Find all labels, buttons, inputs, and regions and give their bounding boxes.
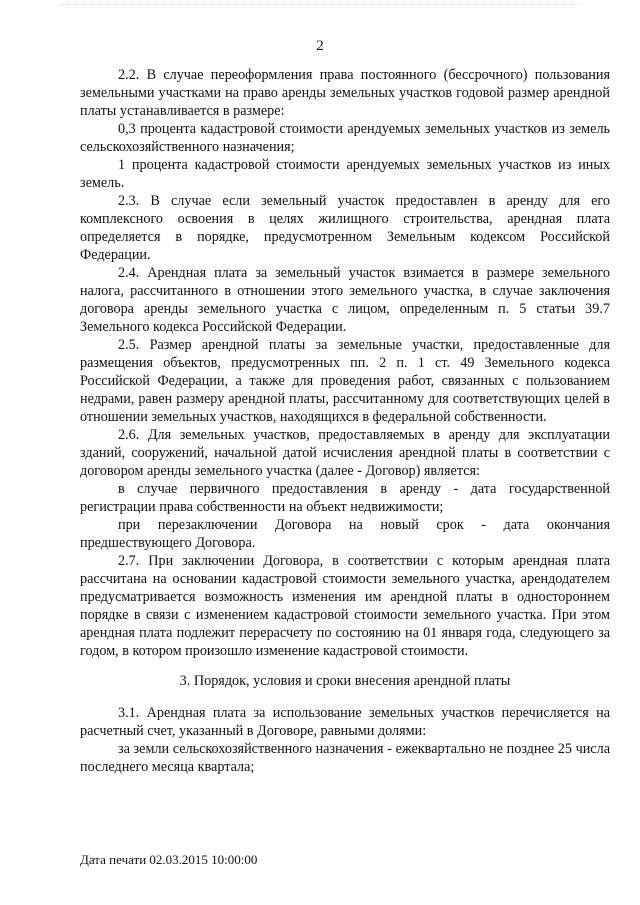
paragraph-2-2-item-1: 0,3 процента кадастровой стоимости арендуемых земельных участков из земель сельскохозяйственного назначения; xyxy=(80,121,610,155)
page-number: 2 xyxy=(316,38,324,54)
paragraph-2-6-item-2: при перезаключении Договора на новый срок - дата окончания предшествующего Договора. xyxy=(80,517,610,551)
scan-artifact-dots xyxy=(60,4,580,15)
paragraph-2-6: 2.6. Для земельных участков, предоставляемых в аренду для эксплуатации зданий, сооружений, начальной датой исчисления арендной платы в соответствии с договором аренды земельного участка (далее - Договор) является: xyxy=(80,427,610,479)
paragraph-2-7: 2.7. При заключении Договора, в соответствии с которым арендная плата рассчитана на основании кадастровой стоимости земельного участка, арендодателем предусматривается возможность изменения им арендной платы в одностороннем порядке в связи с изменением кадастровой стоимости земельного участка. При этом арендная плата подлежит перерасчету по состоянию на 01 января года, следующего за годом, в котором произошло изменение кадастровой стоимости. xyxy=(80,553,610,659)
paragraph-2-2: 2.2. В случае переоформления права постоянного (бессрочного) пользования земельными участками на право аренды земельных участков годовой размер арендной платы устанавливается в размере: xyxy=(80,67,610,119)
paragraph-2-2-item-2: 1 процента кадастровой стоимости арендуемых земельных участков из иных земель. xyxy=(80,157,610,191)
paragraph-3-1-item-1: за земли сельскохозяйственного назначения - ежеквартально не позднее 25 числа последнего месяца квартала; xyxy=(80,741,610,775)
paragraph-2-3: 2.3. В случае если земельный участок предоставлен в аренду для его комплексного освоения в целях жилищного строительства, арендная плата определяется в порядке, предусмотренном Земельным кодексом Российской Федерации. xyxy=(80,193,610,263)
paragraph-2-4: 2.4. Арендная плата за земельный участок взимается в размере земельного налога, рассчитанного в отношении этого земельного участка, в случае заключения договора аренды земельного участка с лицом, определенным п. 5 статьи 39.7 Земельного кодекса Российской Федерации. xyxy=(80,265,610,335)
paragraph-2-5: 2.5. Размер арендной платы за земельные участки, предоставленные для размещения объектов, предусмотренных пп. 2 п. 1 ст. 49 Земельного кодекса Российской Федерации, а также для проведения работ, связанных с пользованием недрами, равен размеру арендной платы, рассчитанному для соответствующих целей в отношении земельных участков, находящихся в федеральной собственности. xyxy=(80,337,610,425)
section-3-heading: 3. Порядок, условия и сроки внесения арендной платы xyxy=(179,673,511,689)
print-date-footer: Дата печати 02.03.2015 10:00:00 xyxy=(80,852,258,867)
document-body xyxy=(80,66,610,776)
paragraph-3-1: 3.1. Арендная плата за использование земельных участков перечисляется на расчетный счет, указанный в Договоре, равными долями: xyxy=(80,705,610,739)
paragraph-2-6-item-1: в случае первичного предоставления в аренду - дата государственной регистрации права собственности на объект недвижимости; xyxy=(80,481,610,515)
